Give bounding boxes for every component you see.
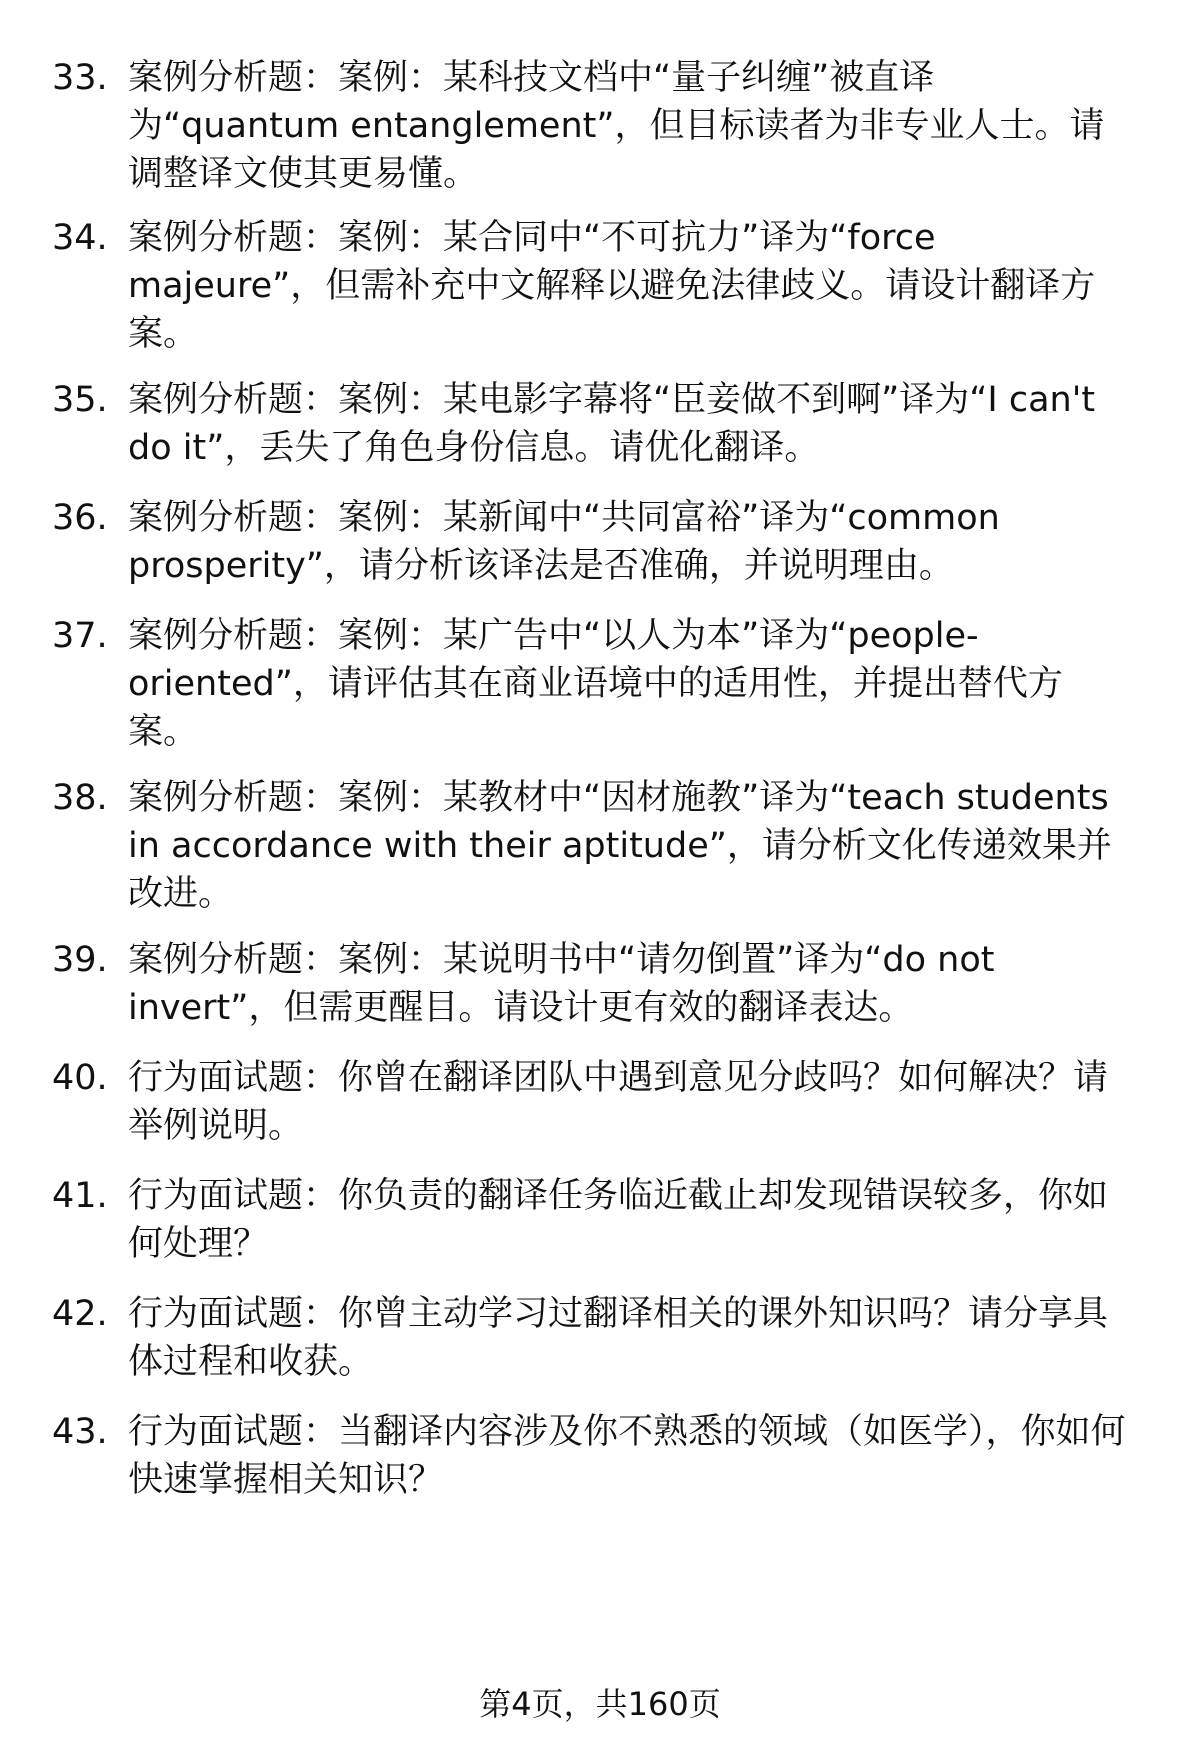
- question-36: [52, 494, 1152, 590]
- question-number: 41.: [52, 1176, 108, 1216]
- question-37: [52, 612, 1152, 756]
- question-number: 42.: [52, 1294, 108, 1334]
- question-number: 33.: [52, 58, 108, 98]
- question-text: 案例分析题：案例：某新闻中“共同富裕”译为“common prosperity”，请分析该译法是否准确，并说明理由。: [128, 498, 1000, 586]
- question-text: 行为面试题：你负责的翻译任务临近截止却发现错误较多，你如何处理？: [128, 1176, 1109, 1264]
- question-43: [52, 1408, 1152, 1504]
- question-number: 43.: [52, 1412, 108, 1452]
- question-number: 38.: [52, 778, 108, 818]
- question-number: 39.: [52, 940, 108, 980]
- question-text: 案例分析题：案例：某科技文档中“量子纠缠”被直译为“quantum entanglement”，但目标读者为非专业人士。请调整译文使其更易懂。: [128, 58, 1105, 194]
- question-text: 案例分析题：案例：某广告中“以人为本”译为“people-oriented”，请评估其在商业语境中的适用性，并提出替代方案。: [128, 616, 1063, 752]
- question-40: [52, 1054, 1152, 1150]
- question-34: [52, 214, 1152, 358]
- question-33: [52, 54, 1152, 198]
- question-38: [52, 774, 1152, 918]
- question-text: 行为面试题：你曾主动学习过翻译相关的课外知识吗？请分享具体过程和收获。: [128, 1294, 1109, 1382]
- question-39: [52, 936, 1152, 1032]
- question-number: 40.: [52, 1058, 108, 1098]
- question-text: 案例分析题：案例：某教材中“因材施教”译为“teach students in accordance with their aptitude”，请分析文化传递效果并改进。: [128, 778, 1112, 914]
- question-41: [52, 1172, 1152, 1268]
- question-text: 案例分析题：案例：某电影字幕将“臣妾做不到啊”译为“I can't do it”，丢失了角色身份信息。请优化翻译。: [128, 380, 1096, 468]
- question-text: 行为面试题：当翻译内容涉及你不熟悉的领域（如医学），你如何快速掌握相关知识？: [128, 1412, 1126, 1500]
- question-number: 36.: [52, 498, 108, 538]
- question-text: 案例分析题：案例：某合同中“不可抗力”译为“force majeure”，但需补充中文解释以避免法律歧义。请设计翻译方案。: [128, 218, 1096, 354]
- question-42: [52, 1290, 1152, 1386]
- question-text: 案例分析题：案例：某说明书中“请勿倒置”译为“do not invert”，但需更醒目。请设计更有效的翻译表达。: [128, 940, 995, 1028]
- page-footer: 第4页，共160页: [479, 1685, 721, 1723]
- question-number: 37.: [52, 616, 108, 656]
- question-text: 行为面试题：你曾在翻译团队中遇到意见分歧吗？如何解决？请举例说明。: [128, 1058, 1109, 1146]
- question-number: 34.: [52, 218, 108, 258]
- question-35: [52, 376, 1152, 472]
- question-number: 35.: [52, 380, 108, 420]
